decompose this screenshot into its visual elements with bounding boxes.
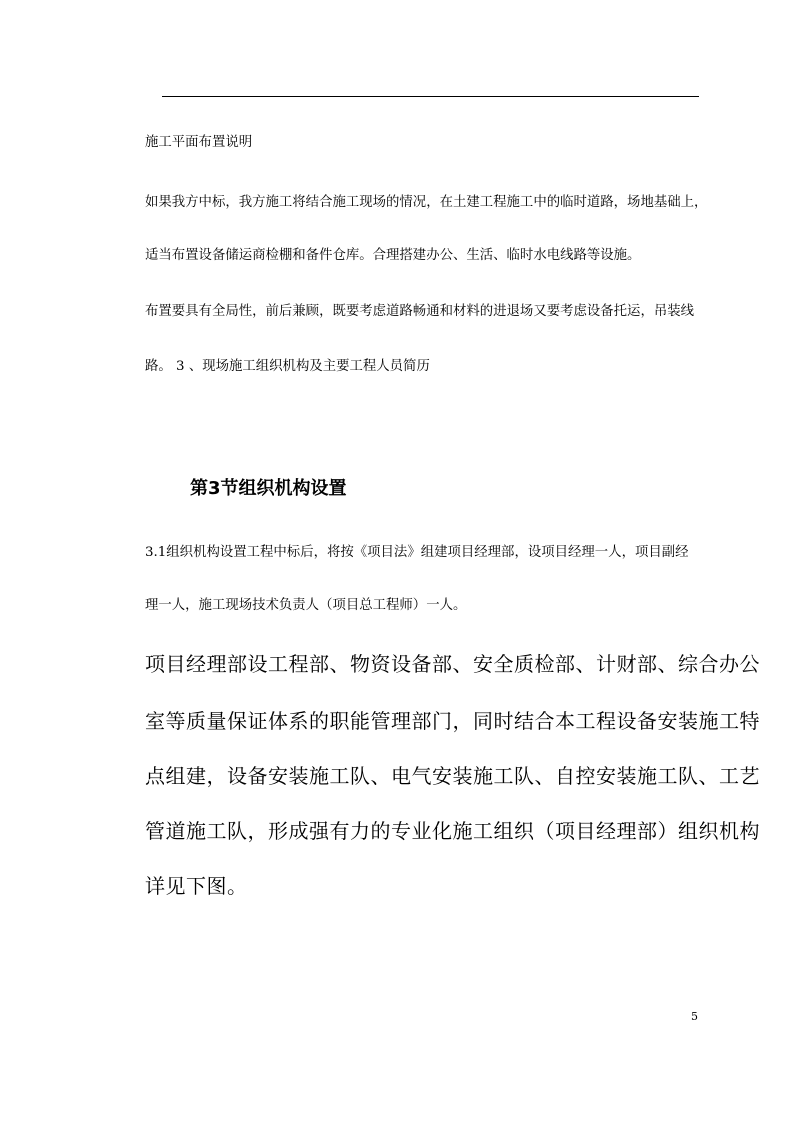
page-number: 5 bbox=[691, 1010, 698, 1023]
paragraph-large-line: 点组建，设备安装施工队、电气安装施工队、自控安装施工队、工艺 bbox=[145, 764, 760, 788]
intro-line: 布置要具有全局性，前后兼顾，既要考虑道路畅通和材料的进退场又要考虑设备托运，吊装线 bbox=[145, 304, 695, 319]
paragraph-large-line: 室等质量保证体系的职能管理部门，同时结合本工程设备安装施工特 bbox=[145, 709, 760, 733]
intro-line: 适当布置设备储运商检棚和备件仓库。合理搭建办公、生活、临时水电线路等设施。 bbox=[145, 248, 641, 263]
section-heading: 第3节组织机构设置 bbox=[190, 478, 347, 499]
intro-line: 路。 3 、现场施工组织机构及主要工程人员简历 bbox=[145, 359, 430, 374]
paragraph-large-line: 详见下图。 bbox=[145, 874, 248, 898]
intro-line: 如果我方中标，我方施工将结合施工现场的情况，在土建工程施工中的临时道路，场地基础上， bbox=[145, 195, 708, 210]
intro-title: 施工平面布置说明 bbox=[145, 135, 253, 150]
header-rule bbox=[162, 96, 699, 97]
paragraph-large-line: 管道施工队，形成强有力的专业化施工组织（项目经理部）组织机构 bbox=[145, 819, 760, 843]
paragraph-line: 理一人，施工现场技术负责人（项目总工程师）一人。 bbox=[145, 598, 467, 613]
paragraph-line: 3.1组织机构设置工程中标后，将按《项目法》组建项目经理部，设项目经理一人，项目副经 bbox=[145, 545, 689, 560]
paragraph-large-line: 项目经理部设工程部、物资设备部、安全质检部、计财部、综合办公 bbox=[145, 652, 760, 676]
